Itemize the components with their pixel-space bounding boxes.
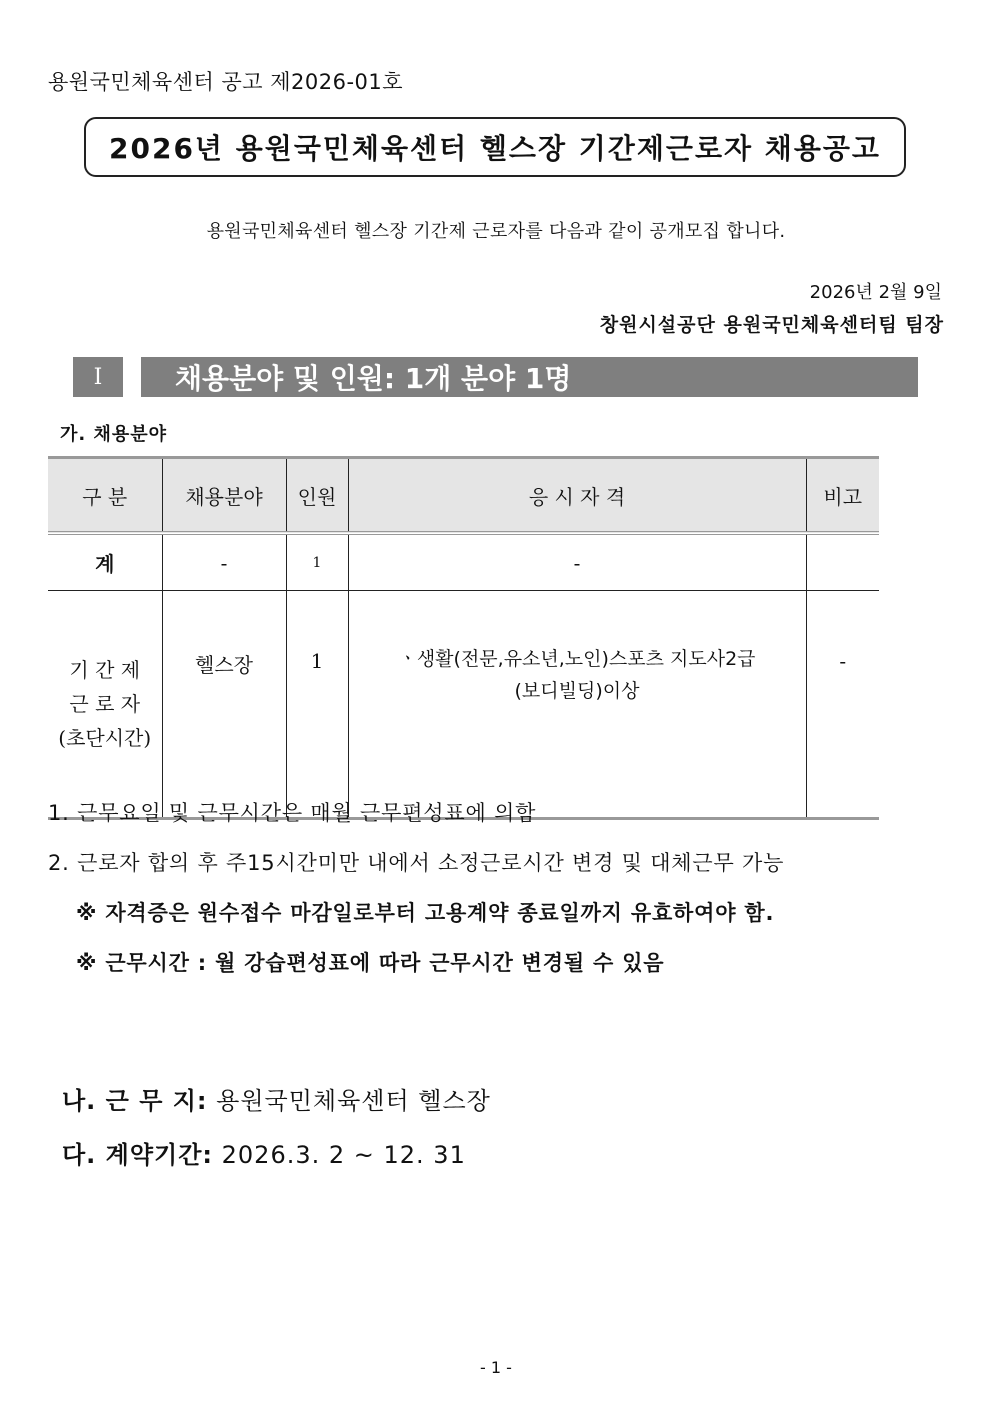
- recruitment-table: [48, 456, 879, 820]
- total-field: -: [162, 533, 286, 591]
- notice-date: 2026년 2월 9일: [809, 282, 942, 303]
- notice-number: 용원국민체육센터 공고 제2026-01호: [48, 70, 404, 94]
- document-title: 2026년 용원국민체육센터 헬스장 기간제근로자 채용공고: [109, 132, 881, 165]
- row-qualification: [348, 591, 806, 819]
- warning-1: ※ 자격증은 원수접수 마감일로부터 고용계약 종료일까지 유효하여야 함.: [76, 901, 775, 925]
- table-total-row: [48, 533, 879, 591]
- header-remark: 비고: [806, 458, 879, 534]
- header-category: 구 분: [48, 458, 162, 534]
- contract-period: [62, 1135, 466, 1170]
- section-number: Ⅰ: [73, 357, 123, 397]
- contract-label: 다. 계약기간:: [62, 1141, 213, 1169]
- total-qualification: -: [348, 533, 806, 591]
- table-row: [48, 591, 879, 819]
- row-field-text: 헬스장: [195, 653, 253, 677]
- qualification-line: (보디빌딩)이상: [514, 680, 640, 703]
- header-qualification: 응 시 자 격: [348, 458, 806, 534]
- total-label: 계: [48, 533, 162, 591]
- document-title-box: [84, 117, 906, 177]
- category-line: 근 로 자: [69, 692, 141, 716]
- contract-value: 2026.3. 2 ~ 12. 31: [221, 1141, 466, 1169]
- page-number: - 1 -: [480, 1358, 512, 1377]
- row-category: [48, 591, 162, 819]
- section-title: 채용분야 및 인원: 1개 분야 1명: [175, 362, 572, 395]
- intro-text: 용원국민체육센터 헬스장 기간제 근로자를 다음과 같이 공개모집 합니다.: [206, 221, 786, 242]
- category-line: (초단시간): [58, 726, 152, 750]
- row-remark: [806, 591, 879, 819]
- table-header-row: [48, 458, 879, 534]
- row-count: [286, 591, 348, 819]
- issuer: 창원시설공단 용원국민체육센터팀 팀장: [599, 314, 944, 336]
- workplace: [62, 1081, 491, 1116]
- workplace-label: 나. 근 무 지:: [62, 1087, 208, 1115]
- note-2: 2. 근로자 합의 후 주15시간미만 내에서 소정근로시간 변경 및 대체근무 가능: [48, 851, 785, 875]
- section-title-bar: [141, 357, 918, 397]
- total-remark: [806, 533, 879, 591]
- subheading-recruit-field: 가. 채용분야: [60, 424, 168, 445]
- row-remark-text: -: [839, 649, 847, 673]
- workplace-value: 용원국민체육센터 헬스장: [216, 1087, 491, 1115]
- category-line: 기 간 제: [69, 658, 141, 682]
- header-count: 인원: [286, 458, 348, 534]
- note-1: 1. 근무요일 및 근무시간은 매월 근무편성표에 의함: [48, 801, 537, 825]
- row-count-text: 1: [310, 649, 324, 673]
- row-field: [162, 591, 286, 819]
- total-count: 1: [286, 533, 348, 591]
- qualification-line: ㆍ생활(전문,유소년,노인)스포츠 지도사2급: [398, 648, 756, 670]
- warning-2: ※ 근무시간 : 월 강습편성표에 따라 근무시간 변경될 수 있음: [76, 951, 665, 975]
- header-field: 채용분야: [162, 458, 286, 534]
